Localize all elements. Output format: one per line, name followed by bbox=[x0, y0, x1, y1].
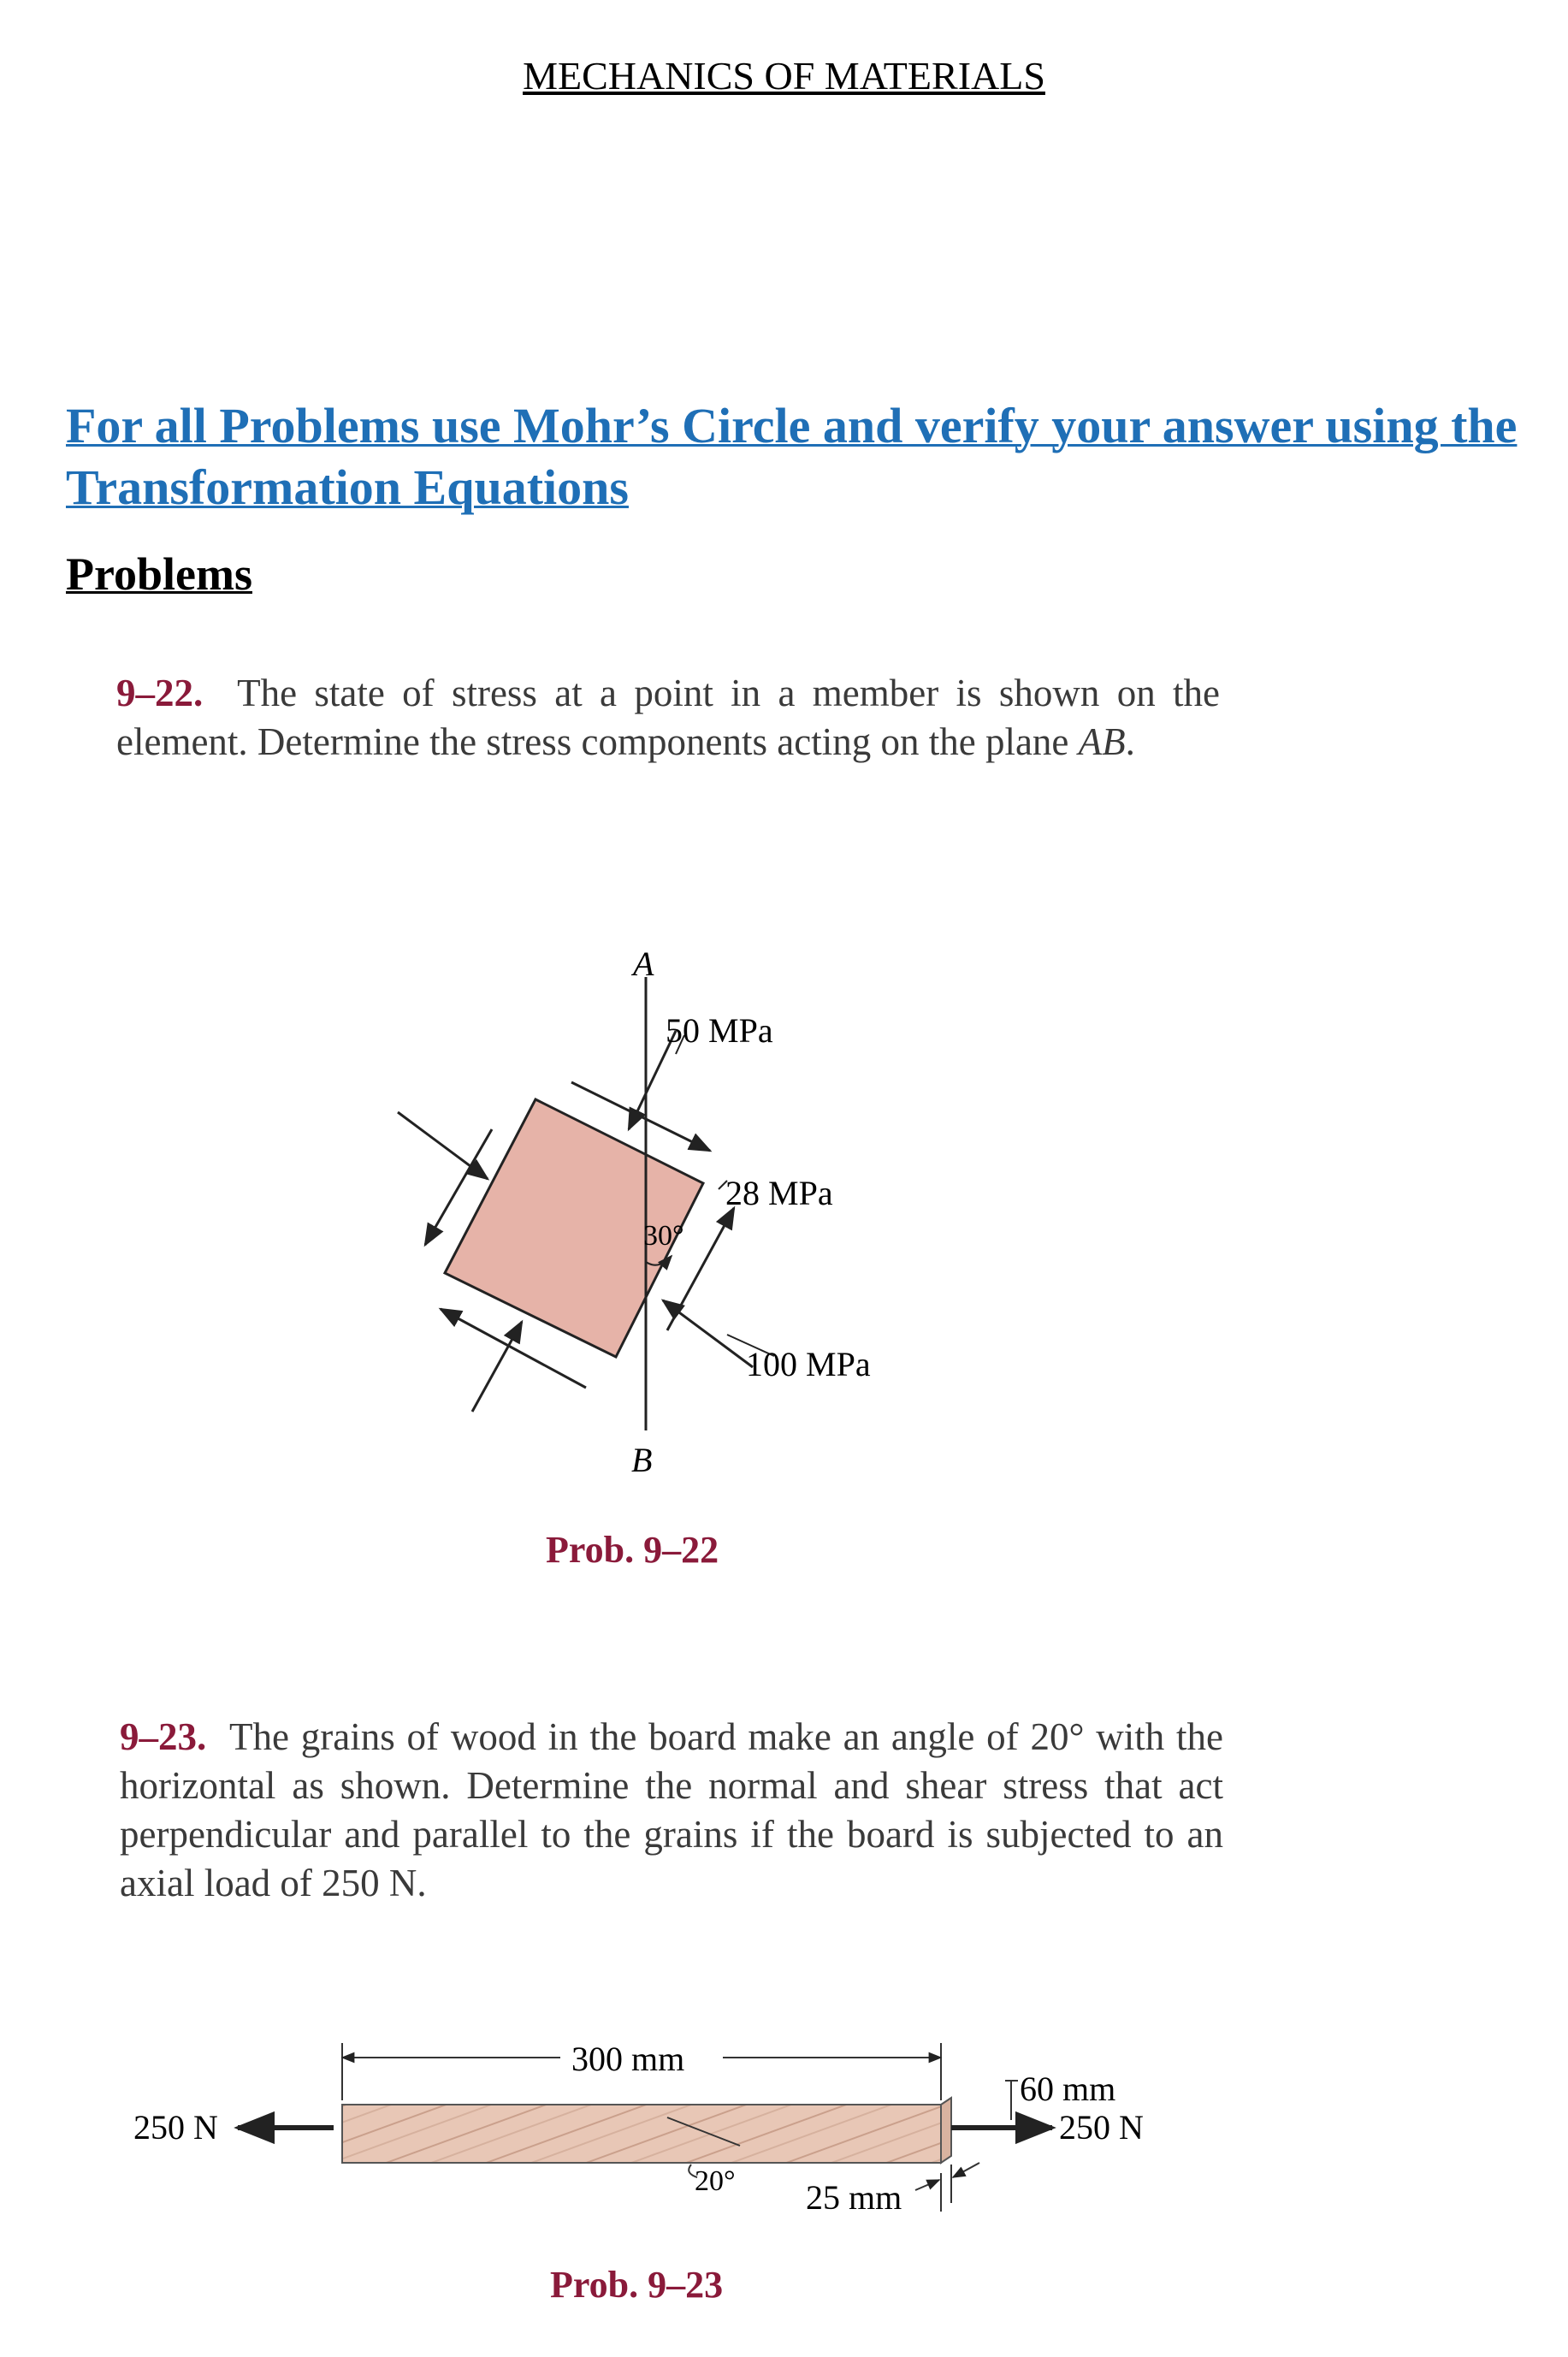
label-a: A bbox=[633, 945, 654, 983]
angle-label: 30° bbox=[643, 1220, 684, 1252]
problem-number: 9–23. bbox=[120, 1715, 207, 1758]
length-label: 300 mm bbox=[571, 2040, 685, 2078]
header-title: MECHANICS OF MATERIALS bbox=[523, 54, 1045, 98]
angle-label: 20° bbox=[695, 2165, 736, 2197]
load-right-label: 250 N bbox=[1059, 2108, 1144, 2147]
height-label: 60 mm bbox=[1020, 2070, 1116, 2108]
label-b: B bbox=[631, 1441, 653, 1479]
thickness-label: 25 mm bbox=[806, 2178, 902, 2217]
figure-caption: Prob. 9–23 bbox=[550, 2264, 724, 2306]
stress-label-3: 100 MPa bbox=[746, 1345, 871, 1383]
figure-caption: Prob. 9–22 bbox=[546, 1529, 719, 1571]
problem-9-22-text: 9–22. The state of stress at a point in a member is shown on the element. Determine the stress components acting on the plane AB. bbox=[116, 672, 1220, 763]
stress-label-2: 28 MPa bbox=[725, 1174, 833, 1212]
load-left-label: 250 N bbox=[133, 2108, 218, 2147]
problems-heading: Problems bbox=[66, 548, 252, 600]
problem-9-23-text: 9–23. The grains of wood in the board make an angle of 20° with the horizontal as shown. Determine the normal and shear stress that act perpendicular and parallel to the grains if the board is subjected to an axial load of 250 N. bbox=[120, 1715, 1224, 1904]
wood-board bbox=[342, 2105, 941, 2163]
stress-label-1: 50 MPa bbox=[666, 1011, 773, 1050]
instruction-text: For all Problems use Mohr’s Circle and verify your answer using the Transformation Equations bbox=[66, 398, 1518, 515]
problem-number: 9–22. bbox=[116, 672, 204, 714]
